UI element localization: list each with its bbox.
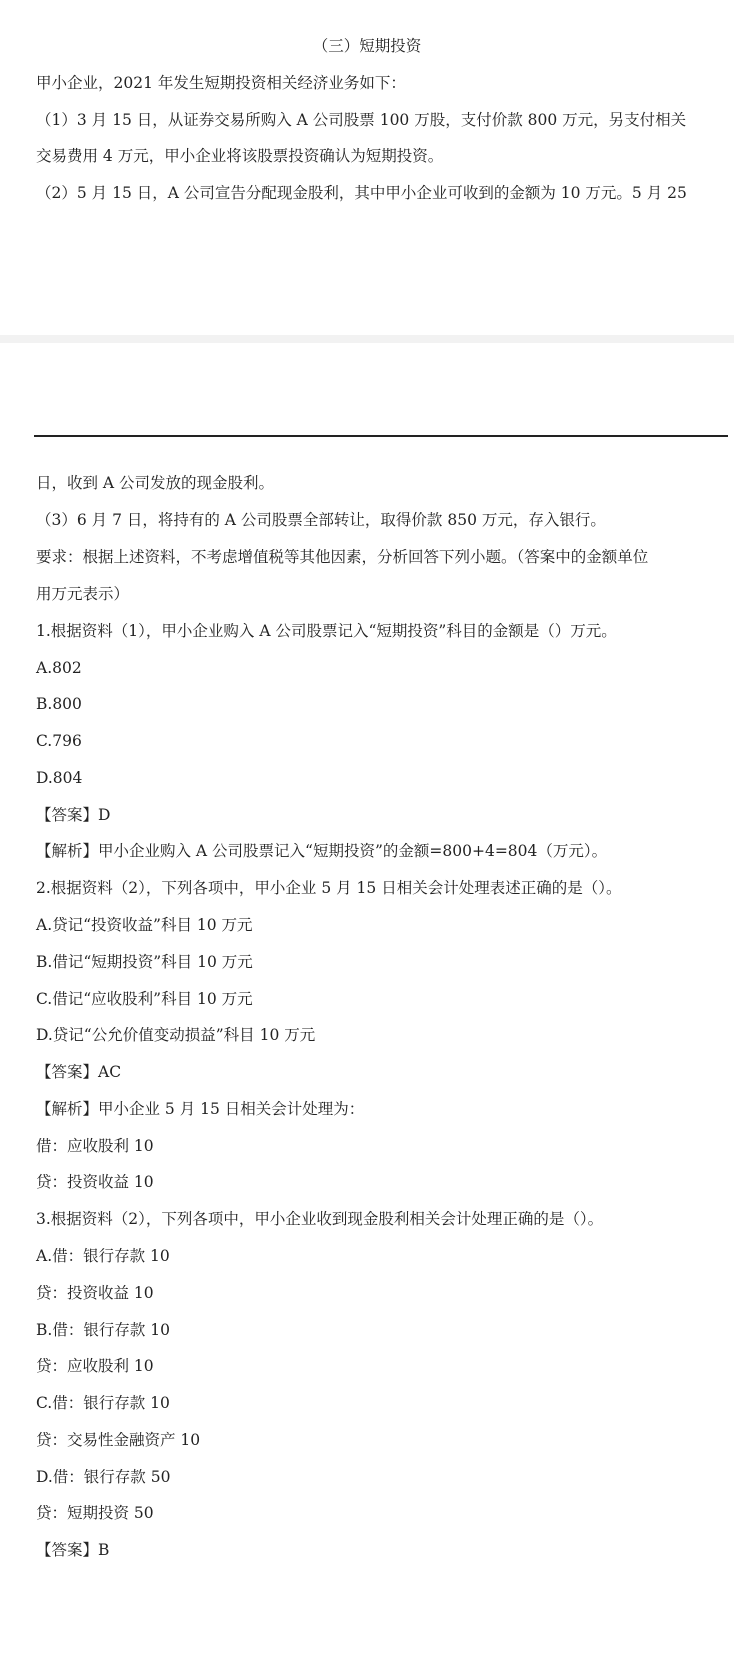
question-3: 3.根据资料（2），下列各项中，甲小企业收到现金股利相关会计处理正确的是（）。 xyxy=(36,1210,604,1228)
requirement-line: 要求：根据上述资料，不考虑增值税等其他因素，分析回答下列小题。（答案中的金额单位 xyxy=(36,548,649,566)
text-line: 交易费用 4 万元，甲小企业将该股票投资确认为短期投资。 xyxy=(36,147,444,165)
option-d: D.借：银行存款 50 xyxy=(36,1468,171,1486)
page-divider-line xyxy=(34,435,728,437)
option-b: B.800 xyxy=(36,695,82,713)
option-b: B.借：银行存款 10 xyxy=(36,1321,170,1339)
journal-entry-debit: 借：应收股利 10 xyxy=(36,1137,154,1155)
analysis-line: 【解析】甲小企业 5 月 15 日相关会计处理为： xyxy=(36,1100,365,1118)
journal-entry-credit: 贷：投资收益 10 xyxy=(36,1173,154,1191)
question-2: 2.根据资料（2），下列各项中，甲小企业 5 月 15 日相关会计处理表述正确的是（）。 xyxy=(36,879,622,897)
option-d: D.804 xyxy=(36,769,83,787)
option-d-credit: 贷：短期投资 50 xyxy=(36,1504,154,1522)
option-b-credit: 贷：应收股利 10 xyxy=(36,1357,154,1375)
answer-line: 【答案】AC xyxy=(36,1063,122,1081)
option-c: C.借：银行存款 10 xyxy=(36,1394,170,1412)
option-c: C.借记“应收股利”科目 10 万元 xyxy=(36,990,253,1008)
option-a: A.802 xyxy=(36,659,82,677)
question-1: 1.根据资料（1），甲小企业购入 A 公司股票记入“短期投资”科目的金额是（）万元。 xyxy=(36,622,617,640)
text-line: 甲小企业，2021 年发生短期投资相关经济业务如下： xyxy=(36,74,406,92)
text-line: （2）5 月 15 日，A 公司宣告分配现金股利，其中甲小企业可收到的金额为 10 万元。5 月 25 xyxy=(36,184,687,202)
option-a: A.贷记“投资收益”科目 10 万元 xyxy=(36,916,253,934)
document-page-2 xyxy=(0,343,734,1667)
option-a-credit: 贷：投资收益 10 xyxy=(36,1284,154,1302)
option-c: C.796 xyxy=(36,732,82,750)
answer-line: 【答案】D xyxy=(36,806,111,824)
option-b: B.借记“短期投资”科目 10 万元 xyxy=(36,953,253,971)
option-d: D.贷记“公允价值变动损益”科目 10 万元 xyxy=(36,1026,316,1044)
text-line: （3）6 月 7 日，将持有的 A 公司股票全部转让，取得价款 850 万元，存入银行。 xyxy=(36,511,606,529)
option-a: A.借：银行存款 10 xyxy=(36,1247,170,1265)
answer-line: 【答案】B xyxy=(36,1541,110,1559)
option-c-credit: 贷：交易性金融资产 10 xyxy=(36,1431,201,1449)
section-title: （三）短期投资 xyxy=(312,37,422,55)
text-line: （1）3 月 15 日，从证券交易所购入 A 公司股票 100 万股，支付价款 800 万元，另支付相关 xyxy=(36,111,687,129)
text-line: 日，收到 A 公司发放的现金股利。 xyxy=(36,474,275,492)
document-page-1 xyxy=(0,0,734,335)
requirement-line: 用万元表示） xyxy=(36,585,130,603)
analysis-line: 【解析】甲小企业购入 A 公司股票记入“短期投资”的金额=800+4=804（万元）。 xyxy=(36,842,608,860)
